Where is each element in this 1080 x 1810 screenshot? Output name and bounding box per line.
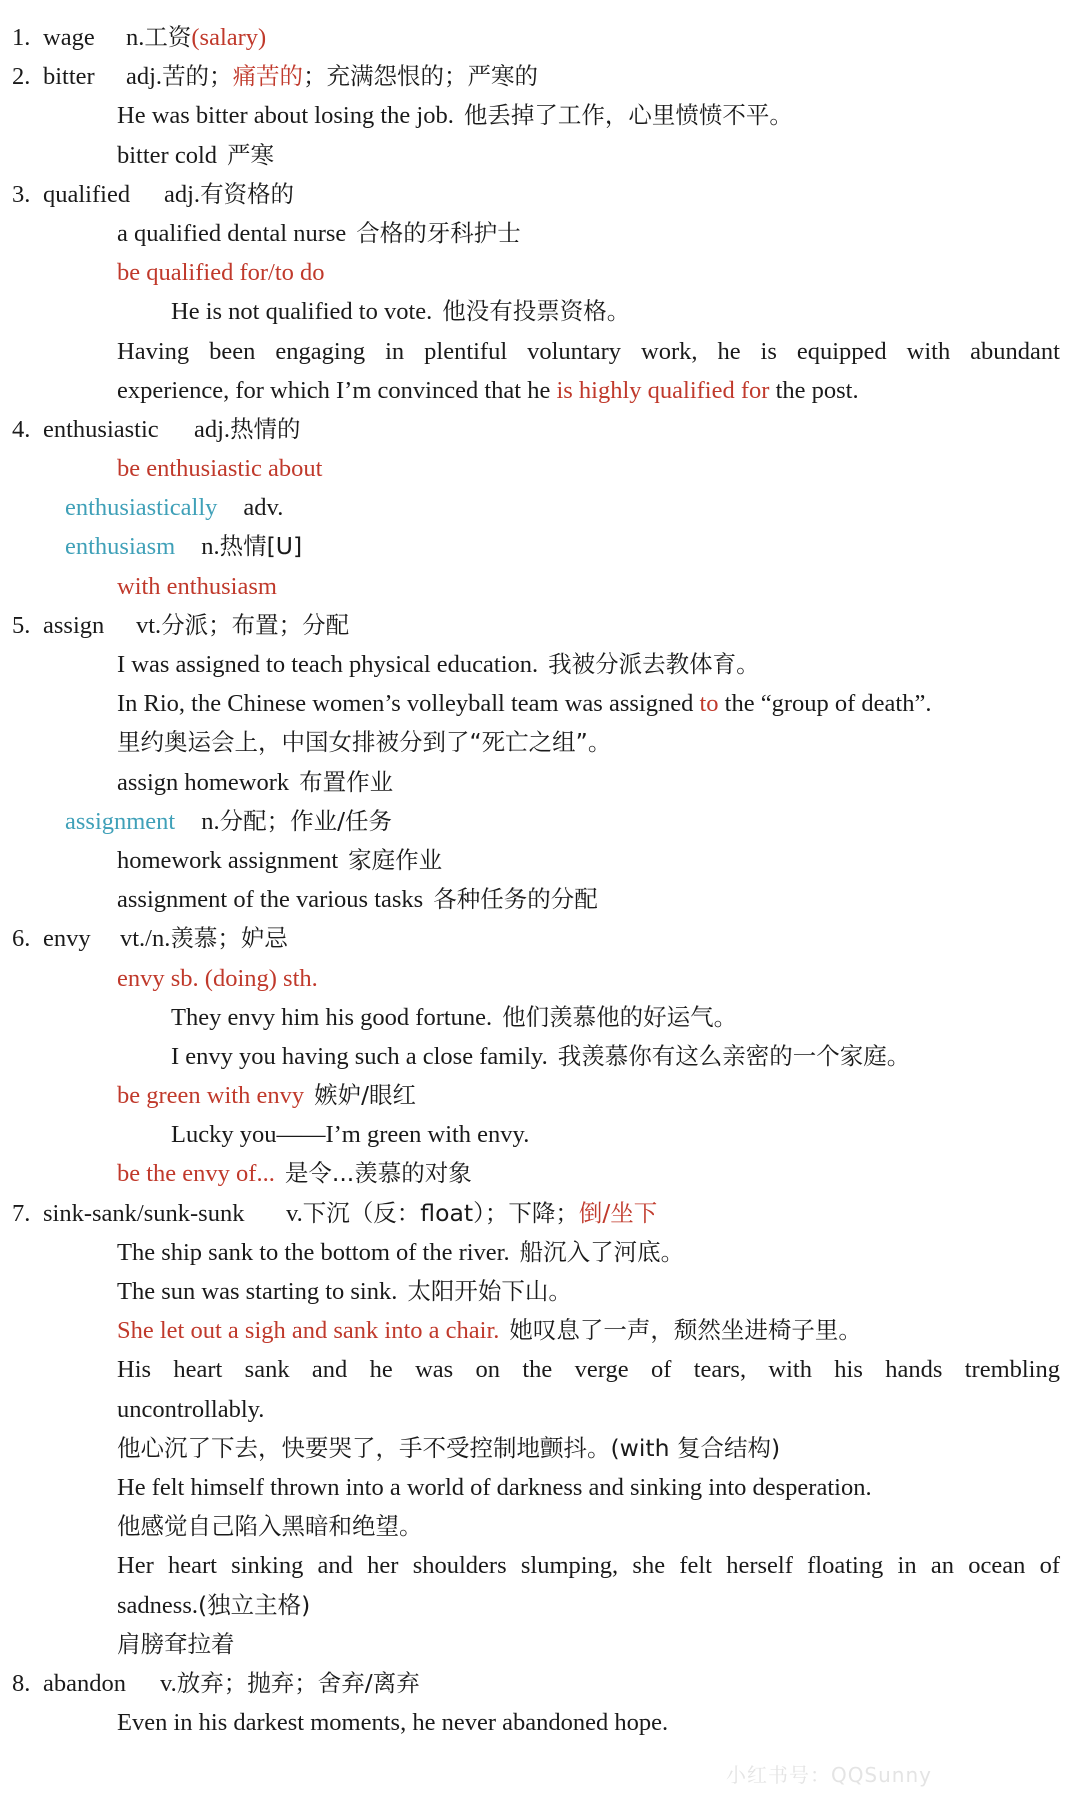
entry-wage	[0, 18, 1080, 57]
example-paragraph-line: uncontrollably.	[117, 1395, 265, 1423]
entry-enthusiastic	[0, 410, 1080, 449]
definition: vt.分派；布置；分配	[136, 610, 350, 639]
example-phrase: assign homework 布置作业	[117, 767, 394, 796]
entry-assign	[0, 606, 1080, 645]
entry-number: 5.	[12, 611, 31, 639]
entry-number: 4.	[12, 415, 31, 443]
definition: n.工资(salary)	[126, 23, 267, 51]
headword: envy	[43, 925, 91, 953]
headword: enthusiastic	[43, 415, 159, 443]
entry-sink	[0, 1194, 1080, 1233]
example-sentence: I was assigned to teach physical education. 我被分派去教体育。	[117, 650, 760, 678]
entry-bitter	[0, 57, 1080, 96]
example-sentence: She let out a sigh and sank into a chair. 她叹息了一声，颓然坐进椅子里。	[117, 1316, 862, 1345]
example-sentence: He is not qualified to vote. 他没有投票资格。	[171, 297, 631, 326]
example-translation: 肩膀耷拉着	[117, 1629, 235, 1658]
example-sentence: Even in his darkest moments, he never abandoned hope.	[117, 1709, 669, 1737]
definition: v.放弃；抛弃；舍弃/离弃	[160, 1668, 420, 1697]
example-phrase: homework assignment 家庭作业	[117, 845, 443, 874]
headword: sink-sank/sunk-sunk	[43, 1199, 245, 1227]
entry-number: 7.	[12, 1199, 31, 1227]
vocabulary-notes	[0, 18, 1080, 1742]
example-sentence: He was bitter about losing the job. 他丢掉了工作，心里愤愤不平。	[117, 101, 793, 130]
entry-number: 1.	[12, 24, 31, 51]
collocation: be the envy of... 是令...羡慕的对象	[117, 1159, 472, 1188]
example-phrase: assignment of the various tasks 各种任务的分配	[117, 885, 598, 914]
entry-envy	[0, 919, 1080, 958]
headword: abandon	[43, 1669, 126, 1697]
entry-number: 3.	[12, 180, 31, 208]
example-translation: 里约奥运会上，中国女排被分到了“死亡之组”。	[117, 728, 612, 757]
definition: v.下沉（反：float）；下降；倒/坐下	[286, 1198, 658, 1227]
example-paragraph-line: Having been engaging in plentiful voluntary work, he is equipped with abundant	[117, 337, 1060, 365]
example-phrase: bitter cold 严寒	[117, 140, 275, 169]
collocation: be qualified for/to do	[117, 259, 325, 287]
definition: adj.热情的	[194, 414, 301, 443]
example-sentence: Lucky you——I’m green with envy.	[171, 1121, 530, 1149]
example-sentence: In Rio, the Chinese women’s volleyball team was assigned to the “group of death”.	[117, 690, 932, 718]
definition: adj.有资格的	[164, 179, 295, 208]
entry-number: 6.	[12, 925, 31, 953]
watermark: 小红书号：QQSunny	[725, 1763, 932, 1787]
collocation: be green with envy 嫉妒/眼红	[117, 1081, 417, 1110]
example-paragraph-line: Her heart sinking and her shoulders slumping, she felt herself floating in an ocean of	[117, 1552, 1060, 1580]
collocation: envy sb. (doing) sth.	[117, 964, 318, 992]
example-sentence: The sun was starting to sink. 太阳开始下山。	[117, 1277, 572, 1305]
definition: vt./n.羡慕；妒忌	[120, 924, 288, 953]
example-sentence: He felt himself thrown into a world of darkness and sinking into desperation.	[117, 1473, 872, 1501]
derived-word: enthusiasm n.热情[U]	[65, 532, 303, 561]
example-paragraph-line: His heart sank and he was on the verge of tears, with his hands trembling	[117, 1356, 1060, 1384]
derived-word: enthusiastically adv.	[65, 494, 284, 522]
headword: wage	[43, 24, 95, 51]
example-translation: 他心沉了下去，快要哭了，手不受控制地颤抖。(with 复合结构)	[117, 1433, 781, 1462]
example-paragraph-line: sadness.(独立主格)	[117, 1590, 311, 1619]
definition: adj.苦的；痛苦的；充满怨恨的；严寒的	[126, 62, 539, 91]
example-phrase: a qualified dental nurse 合格的牙科护士	[117, 218, 521, 247]
example-translation: 他感觉自己陷入黑暗和绝望。	[117, 1512, 423, 1541]
entry-number: 8.	[12, 1669, 31, 1697]
entry-number: 2.	[12, 63, 31, 91]
entry-qualified	[0, 175, 1080, 214]
derived-word: assignment n.分配；作业/任务	[65, 806, 393, 835]
example-sentence: They envy him his good fortune. 他们羡慕他的好运气。	[171, 1002, 738, 1031]
headword: assign	[43, 611, 105, 639]
example-sentence: I envy you having such a close family. 我羡慕你有这么亲密的一个家庭。	[171, 1041, 911, 1070]
entry-abandon	[0, 1664, 1080, 1703]
collocation: with enthusiasm	[117, 572, 277, 600]
example-paragraph-line: experience, for which I’m convinced that he is highly qualified for the post.	[117, 376, 859, 404]
headword: qualified	[43, 180, 131, 208]
example-sentence: The ship sank to the bottom of the river. 船沉入了河底。	[117, 1237, 685, 1266]
collocation: be enthusiastic about	[117, 455, 323, 483]
headword: bitter	[43, 63, 95, 91]
